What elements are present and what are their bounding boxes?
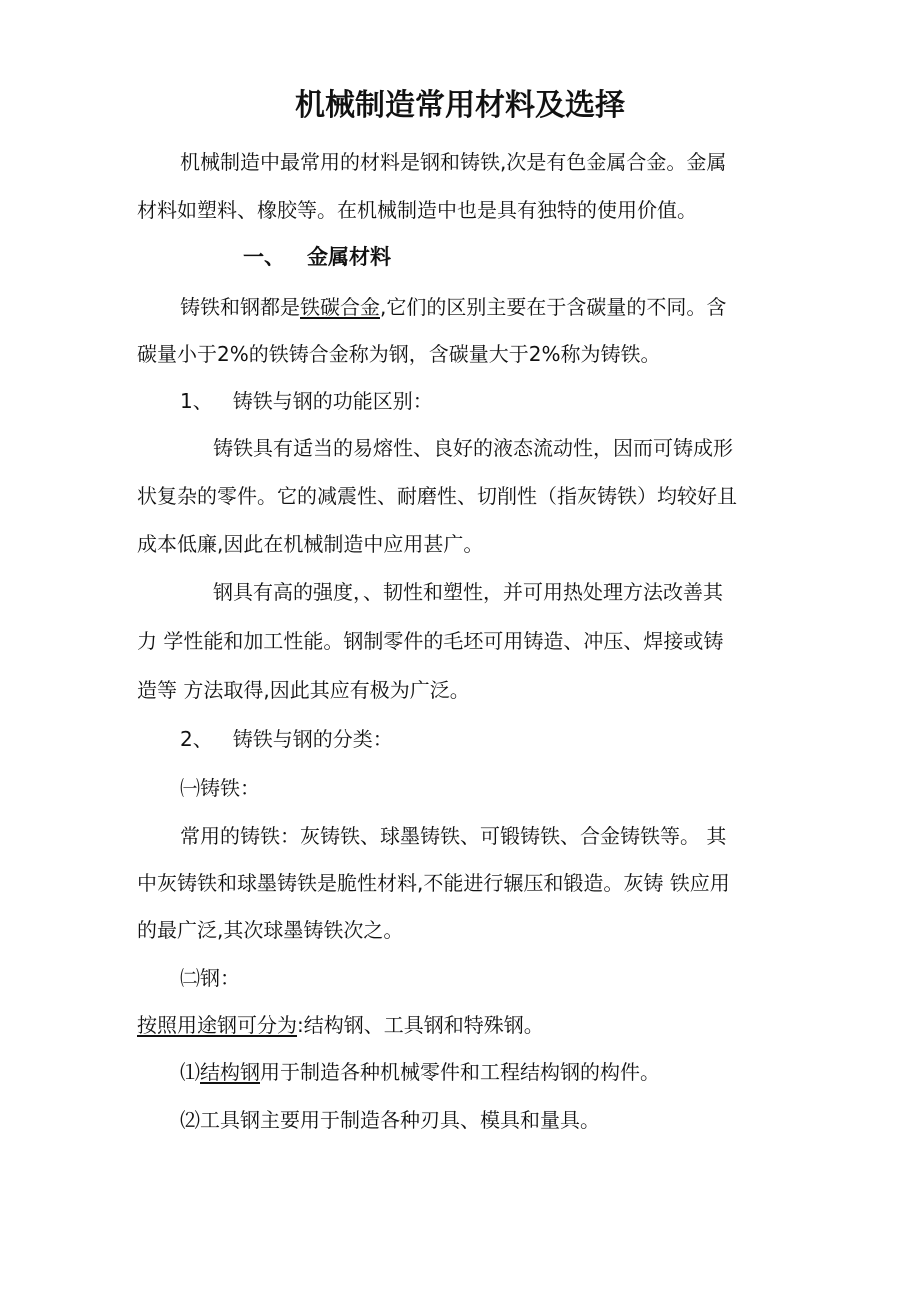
text-run: 用于制造各种机械零件和工程结构钢的构件。 [260, 1060, 660, 1084]
section-heading [243, 243, 391, 271]
subheading-number: 2、 [180, 727, 213, 751]
text-run: :结构钢、工具钢和特殊钢。 [297, 1013, 544, 1037]
underlined-term: 铁碳合金 [300, 295, 380, 319]
paragraph-1-line-2: 碳量小于2%的铁铸合金称为钢，含碳量大于2%称为铸铁。 [137, 342, 661, 366]
subheading-text: 铸铁与钢的分类： [232, 727, 393, 751]
subheading-number: 1、 [180, 389, 213, 413]
intro-line-2: 材料如塑料、橡胶等。在机械制造中也是具有独特的使用价值。 [137, 198, 697, 222]
section-title: 金属材料 [307, 245, 391, 269]
subheading-1 [180, 387, 433, 415]
list-item-1 [180, 1058, 660, 1086]
paragraph-2-line-1: 铸铁具有适当的易熔性、良好的液态流动性，因而可铸成形 [213, 436, 733, 460]
underlined-term: 结构钢 [200, 1060, 260, 1084]
paragraph-4-line-3: 的最广泛,其次球墨铸铁次之。 [137, 918, 404, 942]
subheading-2 [180, 725, 393, 753]
intro-line-1: 机械制造中最常用的材料是钢和铸铁,次是有色金属合金。金属 [180, 150, 727, 174]
paragraph-2-line-3: 成本低廉,因此在机械制造中应用甚广。 [137, 532, 484, 556]
text-run: ,它们的区别主要在于含碳量的不同。含 [380, 295, 727, 319]
paragraph-3-line-1: 钢具有高的强度，、韧性和塑性，并可用热处理方法改善其 [213, 580, 723, 604]
cast-iron-label: ㈠铸铁： [180, 776, 260, 800]
paragraph-4-line-1: 常用的铸铁：灰铸铁、球墨铸铁、可锻铸铁、合金铸铁等。 其 [180, 824, 727, 848]
steel-label: ㈡钢： [180, 966, 240, 990]
underlined-term: 按照用途钢可分为 [137, 1013, 297, 1037]
subheading-text: 铸铁与钢的功能区别： [232, 389, 433, 413]
paragraph-3-line-2: 力 学性能和加工性能。钢制零件的毛坯可用铸造、冲压、焊接或铸 [137, 629, 724, 653]
list-number: ⑴ [180, 1060, 200, 1084]
paragraph-2-line-2: 状复杂的零件。它的减震性、耐磨性、切削性（指灰铸铁）均较好且 [137, 484, 737, 508]
paragraph-3-line-3: 造等 方法取得,因此其应有极为广泛。 [137, 678, 470, 702]
list-item-2 [180, 1106, 600, 1134]
list-number: ⑵ [180, 1108, 200, 1132]
text-run: 工具钢主要用于制造各种刃具、模具和量具。 [200, 1108, 600, 1132]
document-title: 机械制造常用材料及选择 [295, 88, 625, 123]
paragraph-5 [137, 1011, 544, 1039]
paragraph-1-line-1 [180, 293, 726, 321]
paragraph-4-line-2: 中灰铸铁和球墨铸铁是脆性材料,不能进行辗压和锻造。灰铸 铁应用 [137, 871, 730, 895]
section-number: 一、 [243, 245, 285, 269]
text-run: 铸铁和钢都是 [180, 295, 300, 319]
